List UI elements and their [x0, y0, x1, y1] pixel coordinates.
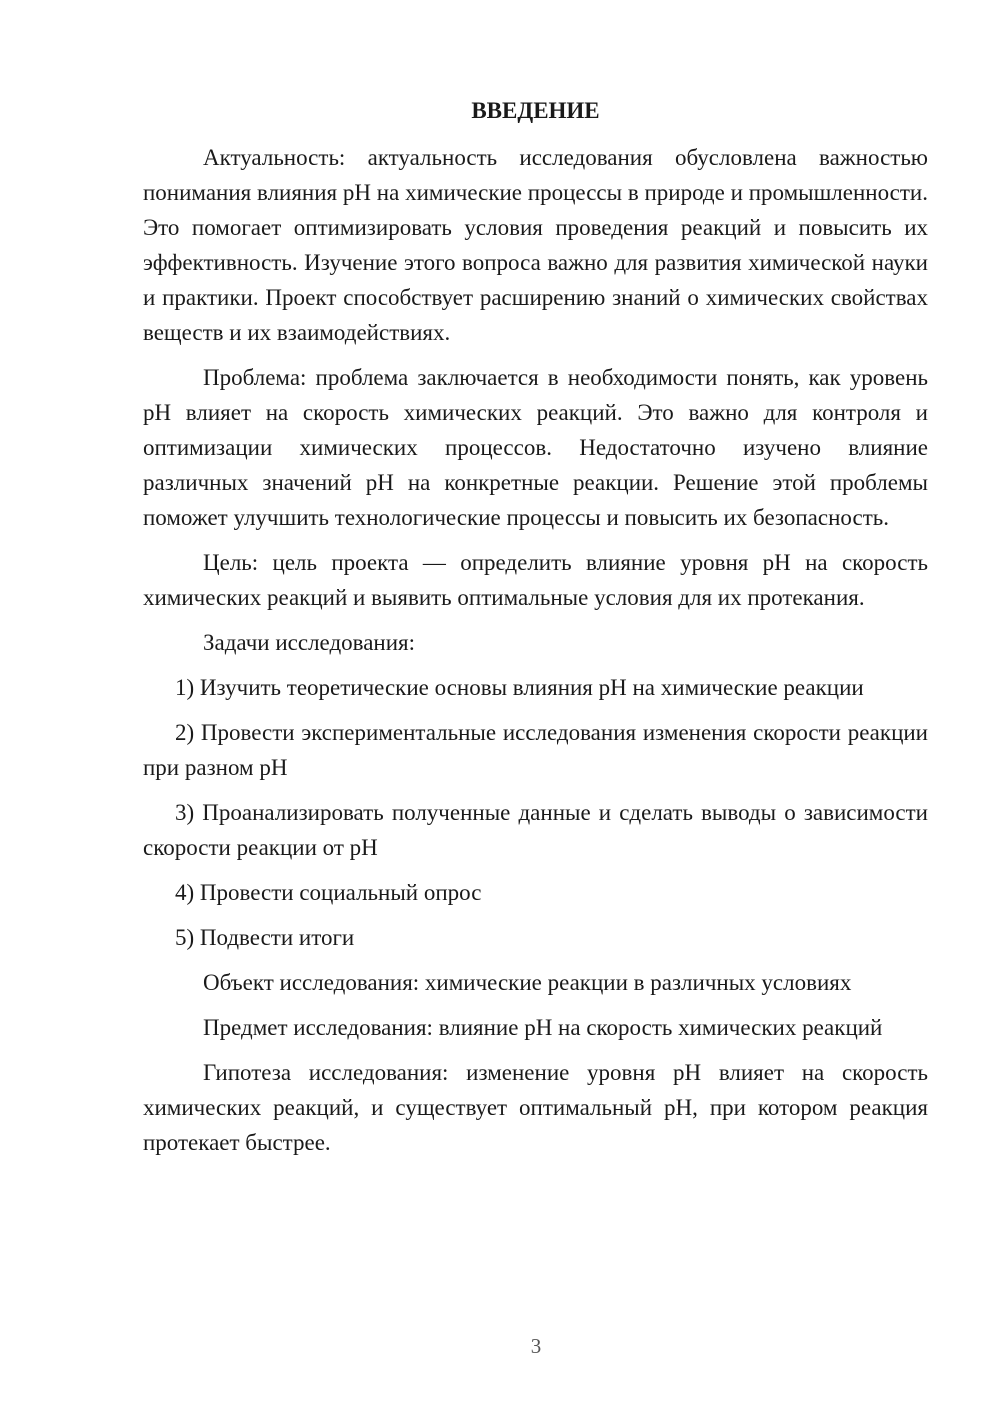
relevance-paragraph: Актуальность: актуальность исследования обусловлена важностью понимания влияния pH на химические процессы в природе и промышленности. Это помогает оптимизировать условия проведения реакций и повысить их эффективность. Изучение этого вопроса важно для развития химической науки и практики. Проект способствует расширению знаний о химических свойствах веществ и их взаимодействиях.	[143, 145, 928, 345]
object-paragraph: Объект исследования: химические реакции в различных условиях	[203, 970, 852, 995]
task-item-5: 5) Подвести итоги	[175, 925, 355, 950]
task-item-2: 2) Провести экспериментальные исследования изменения скорости реакции при разном pH	[143, 720, 928, 780]
problem-paragraph: Проблема: проблема заключается в необходимости понять, как уровень pH влияет на скорость химических реакций. Это важно для контроля и оптимизации химических процессов. Недостаточно изучено влияние различных значений pH на конкретные реакции. Решение этой проблемы поможет улучшить технологические процессы и повысить их безопасность.	[143, 365, 928, 530]
goal-paragraph: Цель: цель проекта — определить влияние уровня pH на скорость химических реакций и выявить оптимальные условия для их протекания.	[143, 550, 928, 610]
task-item-1: 1) Изучить теоретические основы влияния pH на химические реакции	[175, 675, 864, 700]
hypothesis-paragraph: Гипотеза исследования: изменение уровня pH влияет на скорость химических реакций, и существует оптимальный pH, при котором реакция протекает быстрее.	[143, 1060, 928, 1155]
tasks-heading: Задачи исследования:	[203, 630, 416, 655]
page-content	[143, 96, 928, 1170]
subject-paragraph: Предмет исследования: влияние pH на скорость химических реакций	[203, 1015, 883, 1040]
section-title: ВВЕДЕНИЕ	[471, 98, 600, 123]
task-item-3: 3) Проанализировать полученные данные и сделать выводы о зависимости скорости реакции от pH	[143, 800, 928, 860]
task-item-4: 4) Провести социальный опрос	[175, 880, 482, 905]
page-number: 3	[530, 1334, 542, 1358]
